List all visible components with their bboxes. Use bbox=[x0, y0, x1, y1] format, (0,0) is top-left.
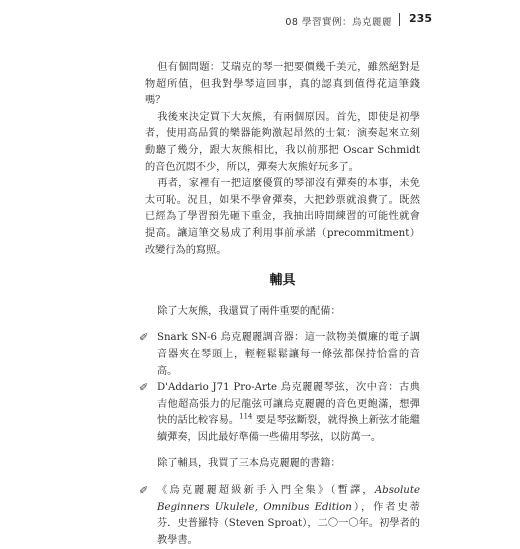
list-item bbox=[139, 330, 420, 380]
running-header bbox=[0, 8, 520, 34]
paragraph: 除了大灰熊，我還買了兩件重要的配備： bbox=[157, 305, 341, 317]
section-heading: 輔具 bbox=[269, 273, 296, 289]
paragraph: 但有個問題：艾瑞克的琴一把要價幾千美元，雖然絕對是物超所值，但我對學琴這回事，真的認真到值得花這筆錢嗎？ bbox=[145, 62, 420, 107]
accessory-text: 要是琴弦斷裂，就得換上新弦才能繼續彈奏，因此最好準備一些備用琴弦，以防萬一。 bbox=[157, 415, 420, 443]
book-details: ），作者史蒂芬．史普羅特（Steven Sproat），二〇一〇年。初學者的教學書。 bbox=[157, 501, 420, 546]
footnote-marker: 114 bbox=[239, 412, 253, 421]
quill-bullet-icon: ✐ bbox=[139, 484, 149, 498]
list-item bbox=[139, 380, 420, 446]
book-title: 《烏克麗麗超級新手入門全集》 bbox=[157, 485, 331, 497]
page-number: 235 bbox=[409, 12, 432, 25]
paragraph: 我後來決定買下大灰熊，有兩個原因。首先，即使是初學者，使用高品質的樂器能夠激起昂然的士氣：演奏起來立刻動聽了幾分，跟大灰熊相比，我以前那把 Oscar Schmidt 的音色沉悶不少，所以，彈奏大灰熊好玩多了。 bbox=[145, 111, 420, 173]
paragraph: 再者，家裡有一把這麼優質的琴卻沒有彈奏的本事，未免太可恥。況且，如果不學會彈奏，大把鈔票就浪費了。既然已經為了學習預先砸下重金，我抽出時間練習的可能性就會提高。讓這筆交易成了利用事前承諾（precommitment）改變行為的寫照。 bbox=[145, 178, 420, 256]
chapter-title: 08 學習實例：烏克麗麗 bbox=[285, 17, 392, 28]
accessory-text: Snark SN-6 烏克麗麗調音器：這一款物美價廉的電子調音器夾在琴頭上，輕輕鬆鬆讓每一條弦都保持恰當的音高。 bbox=[157, 332, 420, 377]
list-item bbox=[139, 483, 420, 549]
quill-bullet-icon: ✐ bbox=[139, 381, 149, 395]
header-divider bbox=[399, 13, 400, 26]
book-title-english: Absolute Beginners Ukulele, Omnibus Edition bbox=[157, 485, 420, 513]
book-note: （暫譯， bbox=[330, 485, 375, 497]
quill-bullet-icon: ✐ bbox=[139, 331, 149, 345]
paragraph: 除了輔具，我買了三本烏克麗麗的書籍： bbox=[157, 458, 341, 470]
page-body bbox=[139, 60, 420, 549]
accessory-text: D'Addario J71 Pro-Arte 烏克麗麗琴弦，次中音：古典吉他超高張力的尼龍弦可讓烏克麗麗的音色更飽滿，想彈快的話比較容易。 bbox=[157, 382, 420, 427]
